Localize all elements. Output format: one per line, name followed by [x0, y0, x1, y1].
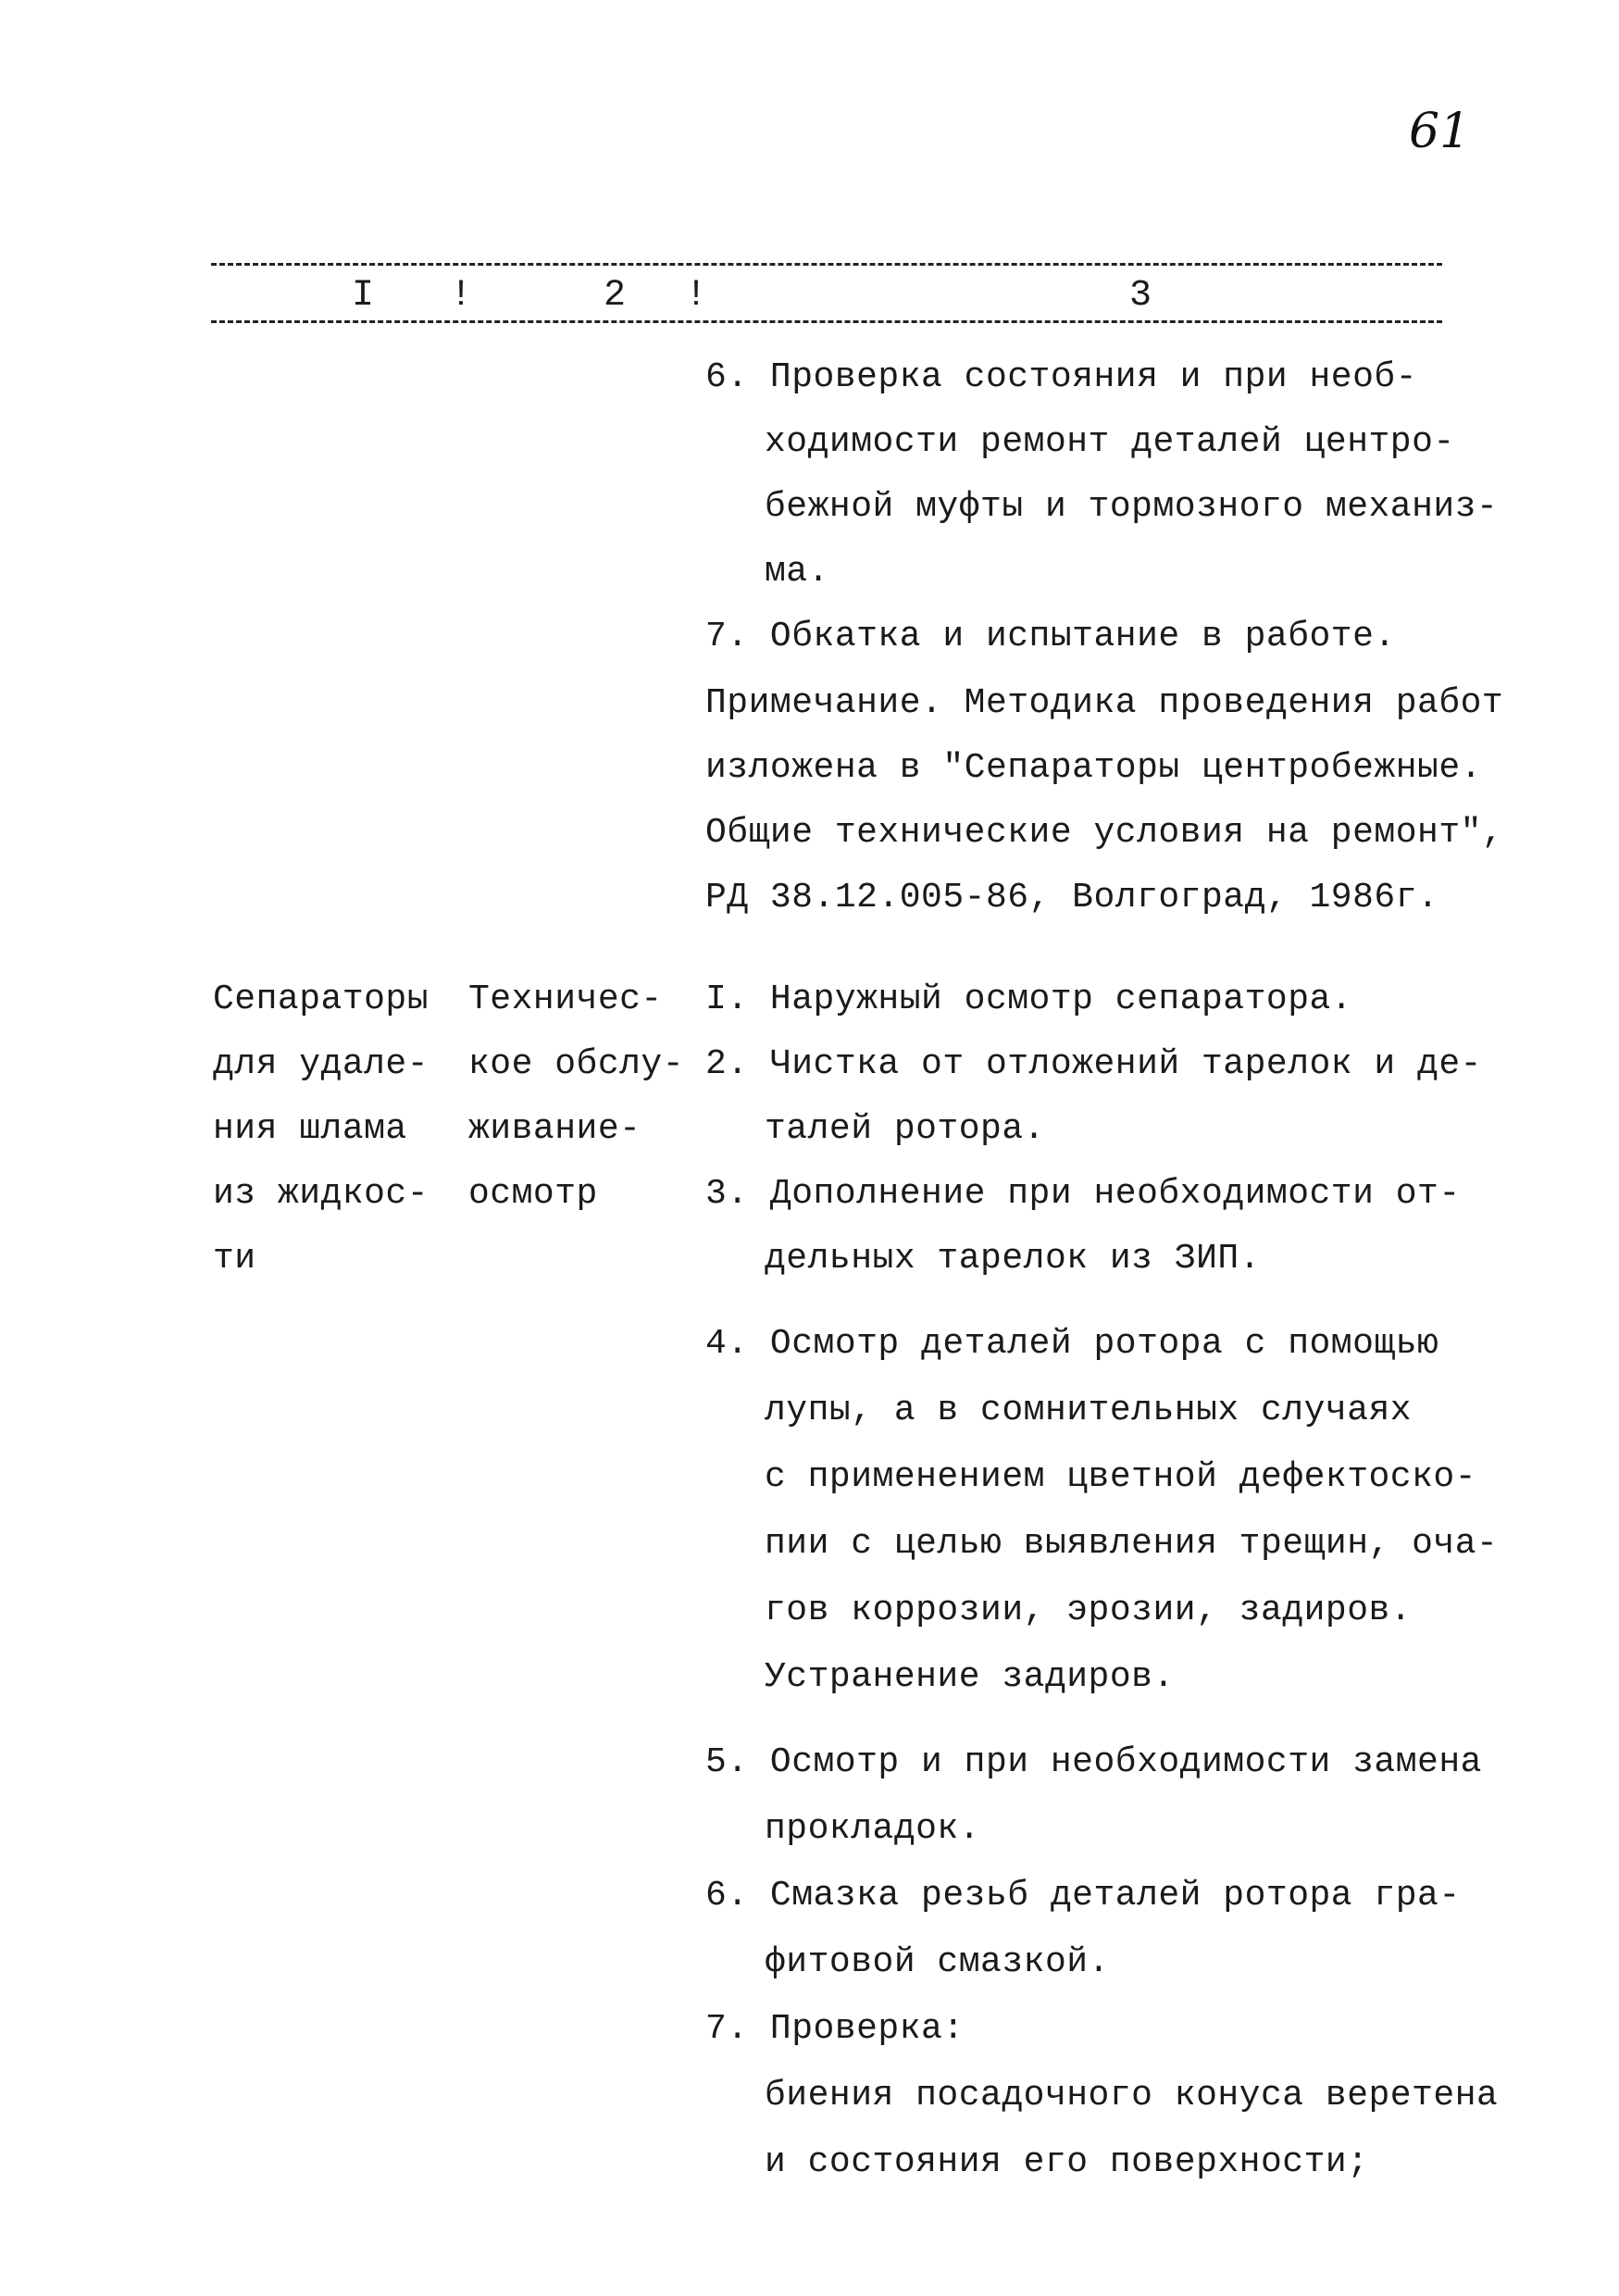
note-text: РД 38.12.005-86, Волгоград, 1986г.	[705, 878, 1439, 917]
table-header-col3: 3	[1129, 275, 1152, 317]
list-item: ма.	[765, 552, 829, 592]
service-type-line: осмотр	[468, 1174, 598, 1214]
service-type-line: Техничес-	[468, 980, 663, 1019]
list-item: 5. Осмотр и при необходимости замена	[705, 1742, 1482, 1782]
list-item: и состояния его поверхности;	[765, 2142, 1369, 2182]
list-item: лупы, а в сомнительных случаях	[765, 1391, 1413, 1430]
object-name-line: ния шлама	[213, 1109, 407, 1149]
list-item: 7. Проверка:	[705, 2009, 965, 2049]
object-name-line: из жидкос-	[213, 1174, 430, 1214]
list-item: 6. Проверка состояния и при необ-	[705, 357, 1418, 397]
list-item: талей ротора.	[765, 1109, 1045, 1149]
list-item: 2. Чистка от отложений тарелок и де-	[705, 1044, 1482, 1084]
note-text: изложена в "Сепараторы центробежные.	[705, 748, 1482, 788]
list-item: Устранение задиров.	[765, 1657, 1175, 1697]
list-item: 3. Дополнение при необходимости от-	[705, 1174, 1461, 1214]
table-header-rule-bottom	[211, 320, 1442, 323]
list-item: фитовой смазкой.	[765, 1942, 1110, 1982]
object-name-line: для удале-	[213, 1044, 430, 1084]
list-item: гов коррозии, эрозии, задиров.	[765, 1591, 1413, 1630]
list-item: бежной муфты и тормозного механиз-	[765, 487, 1499, 527]
table-header-col2: 2	[604, 275, 627, 317]
list-item: 6. Смазка резьб деталей ротора гра-	[705, 1876, 1461, 1915]
table-header-sep2: !	[685, 275, 708, 317]
note-text: Общие технические условия на ремонт",	[705, 813, 1504, 853]
note-text: Примечание. Методика проведения работ	[705, 683, 1504, 723]
list-item: 4. Осмотр деталей ротора с помощью	[705, 1324, 1439, 1364]
object-name-line: Сепараторы	[213, 980, 430, 1019]
list-item: биения посадочного конуса веретена	[765, 2076, 1499, 2115]
list-item: пии с целью выявления трещин, оча-	[765, 1524, 1499, 1564]
list-item: прокладок.	[765, 1809, 981, 1849]
list-item: I. Наружный осмотр сепаратора.	[705, 980, 1353, 1019]
list-item: дельных тарелок из ЗИП.	[765, 1239, 1261, 1279]
service-type-line: живание-	[468, 1109, 641, 1149]
object-name-line: ти	[213, 1239, 256, 1279]
table-header-sep1: !	[450, 275, 473, 317]
table-header-col1: I	[352, 275, 375, 317]
list-item: с применением цветной дефектоско-	[765, 1457, 1477, 1497]
table-header-rule-top	[211, 263, 1442, 266]
list-item: 7. Обкатка и испытание в работе.	[705, 617, 1396, 656]
page-number: 61	[1409, 104, 1471, 159]
list-item: ходимости ремонт деталей центро-	[765, 422, 1455, 462]
service-type-line: кое обслу-	[468, 1044, 685, 1084]
